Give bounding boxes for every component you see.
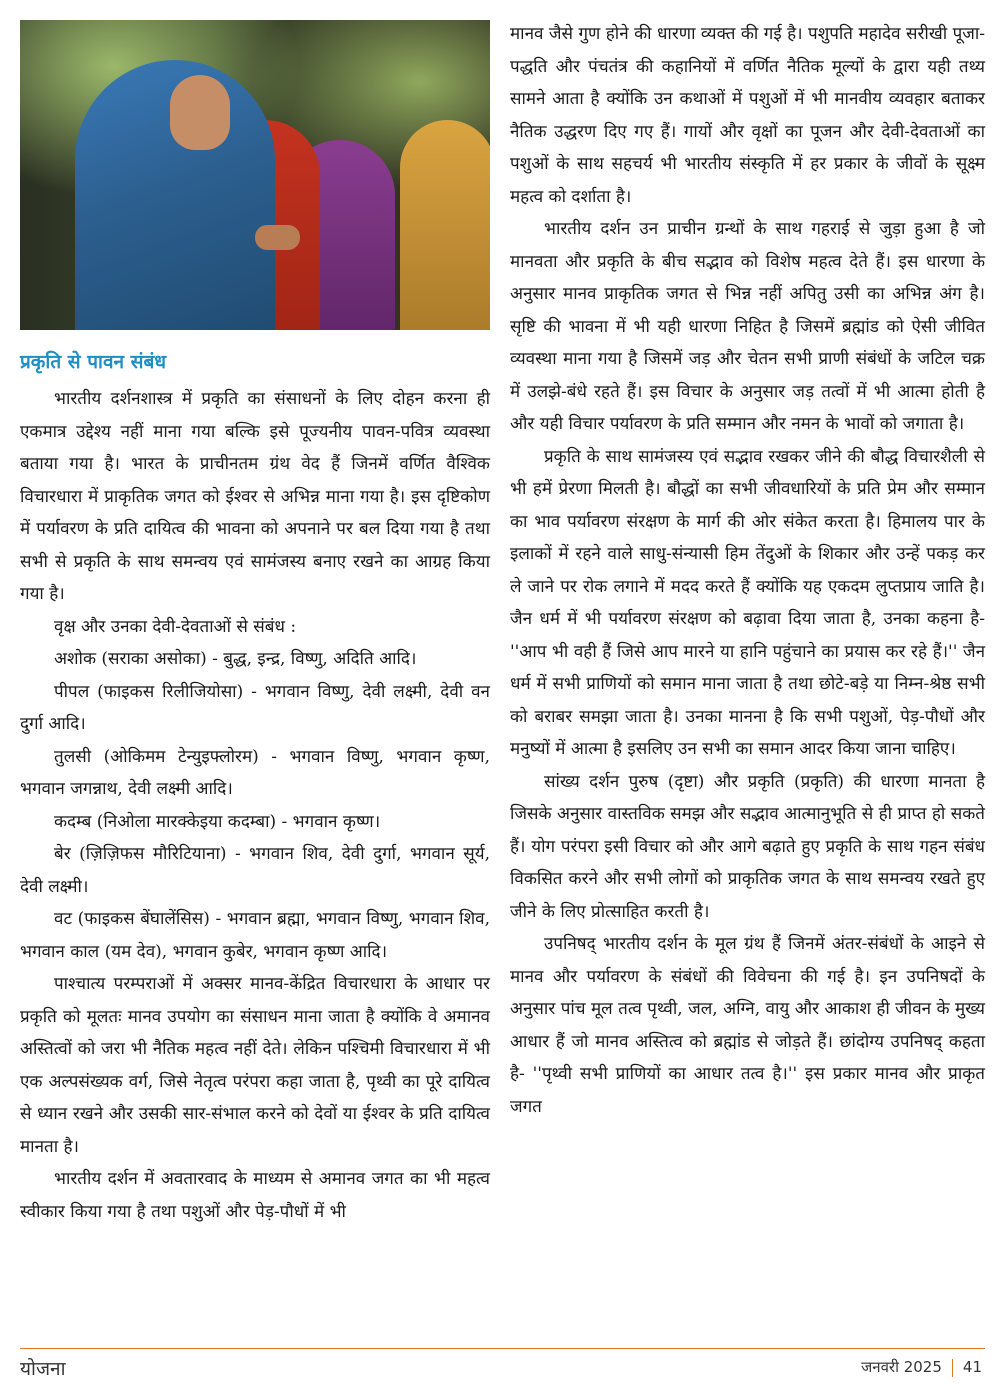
tree-item: तुलसी (ओकिमम टेन्युइफ्लोरम) - भगवान विष्णु, भगवान कृष्ण, भगवान जगन्नाथ, देवी लक्ष्मी आदि।: [20, 746, 490, 799]
photo-figure-yellow: [400, 120, 490, 330]
photo-hands: [255, 225, 300, 250]
trees-intro: वृक्ष और उनका देवी-देवताओं से संबंध :: [54, 616, 297, 637]
paragraph: पाश्चात्य परम्पराओं में अक्सर मानव-केंद्रित विचारधारा के आधार पर प्रकृति को मूलतः मानव उपयोग का संसाधन माना जाता है क्योंकि वे अमानव अस्तित्वों को जरा भी नैतिक महत्व नहीं देते। लेकिन पश्चिमी विचारधारा में भी एक अल्पसंख्यक वर्ग, जिसे नेतृत्व परंपरा कहा जाता है, पृथ्वी का पूरे दायित्व से ध्यान रखने और उसकी सार-संभाल करने को देवों या ईश्वर के प्रति दायित्व मानता है।: [20, 974, 490, 1157]
footer-separator: [952, 1359, 953, 1377]
paragraph: भारतीय दर्शन में अवतारवाद के माध्यम से अमानव जगत का भी महत्व स्वीकार किया गया है तथा पशुओं और पेड़-पौधों में भी: [20, 1169, 490, 1222]
paragraph: सांख्य दर्शन पुरुष (दृष्टा) और प्रकृति (प्रकृति) की धारणा मानता है जिसके अनुसार वास्तविक समझ और सद्भाव आत्मानुभूति से ही प्राप्त हो सकते हैं। योग परंपरा इसी विचार को और आगे बढ़ाते हुए प्रकृति के साथ गहन संबंध विकसित करने और सभी लोगों को प्राकृतिक जगत के साथ समन्वय रखते हुए जीने के लिए प्रोत्साहित करती है।: [510, 771, 985, 922]
magazine-name: योजना: [20, 1358, 66, 1380]
paragraph: प्रकृति के साथ सामंजस्य एवं सद्भाव रखकर जीने की बौद्ध विचारशैली से भी हमें प्रेरणा मिलती है। बौद्धों का सभी जीवधारियों के प्रति प्रेम और सम्मान का भाव पर्यावरण संरक्षण के मार्ग की ओर संकेत करता है। हिमालय पार के इलाकों में रहने वाले साधु-संन्यासी हिम तेंदुओं के शिकार और उन्हें पकड़ कर ले जाने पर रोक लगाने में मदद करते हैं क्योंकि यह एकदम लुप्तप्राय जाति है। जैन धर्म में भी पर्यावरण संरक्षण को बढ़ावा दिया जाता है, उनका कहना है- ''आप भी वही हैं जिसे आप मारने या हानि पहुंचाने का प्रयास कर रहे हैं।'' जैन धर्म में सभी प्राणियों को समान माना जाता है तथा छोटे-बड़े या निम्न-श्रेष्ठ सभी को बराबर समझा जाता है। उनका मानना है कि सभी पशुओं, पेड़-पौधों और मनुष्यों में आत्मा है इसलिए उन सभी का समान आदर किया जाना चाहिए।: [510, 446, 985, 759]
page-number: 41: [962, 1358, 982, 1376]
footer-meta: [861, 1357, 982, 1377]
tree-item: अशोक (सराका असोका) - बुद्ध, इन्द्र, विष्णु, अदिति आदि।: [54, 649, 417, 669]
left-column: [20, 345, 490, 1228]
issue-date: जनवरी 2025: [861, 1358, 942, 1376]
tree-item: कदम्ब (निओला मारक्केइया कदम्बा) - भगवान कृष्ण।: [54, 811, 381, 832]
tree-item: वट (फाइकस बेंघालेंसिस) - भगवान ब्रह्मा, भगवान विष्णु, भगवान शिव, भगवान काल (यम देव), भगवान कुबेर, भगवान कृष्ण आदि।: [20, 909, 490, 962]
right-column: [510, 18, 985, 1123]
paragraph: उपनिषद् भारतीय दर्शन के मूल ग्रंथ हैं जिनमें अंतर-संबंधों के आइने से मानव और पर्यावरण के संबंधों की विवेचना की गई है। इन उपनिषदों के अनुसार पांच मूल तत्व पृथ्वी, जल, अग्नि, वायु और आकाश ही जीवन के मुख्य आधार हैं जो मानव अस्तित्व को ब्रह्मांड से जोड़ते हैं। छांदोग्य उपनिषद् कहता है- ''पृथ्वी सभी प्राणियों का आधार तत्व है।'' इस प्रकार मानव और प्राकृत जगत: [510, 934, 985, 1117]
photo-face: [170, 75, 230, 150]
section-heading: प्रकृति से पावन संबंध: [20, 351, 167, 373]
tree-item: बेर (ज़िज़िफस मौरिटियाना) - भगवान शिव, देवी दुर्गा, भगवान सूर्य, देवी लक्ष्मी।: [20, 844, 490, 897]
paragraph: मानव जैसे गुण होने की धारणा व्यक्त की गई है। पशुपति महादेव सरीखी पूजा-पद्धति और पंचतंत्र की कहानियों में वर्णित नैतिक मूल्यों के द्वारा यही तथ्य सामने आता है क्योंकि उन कथाओं में पशुओं में भी मानवीय व्यवहार बताकर नैतिक उद्धरण दिए गए हैं। गायों और वृक्षों का पूजन और देवी-देवताओं का पशुओं के साथ सहचर्य भी भारतीय संस्कृति में हर प्रकार के जीवों के सूक्ष्म महत्व को दर्शाता है।: [510, 24, 985, 207]
worship-photo: [20, 20, 490, 330]
tree-item: पीपल (फाइकस रिलीजियोसा) - भगवान विष्णु, देवी लक्ष्मी, देवी वन दुर्गा आदि।: [20, 681, 490, 734]
paragraph: भारतीय दर्शनशास्त्र में प्रकृति का संसाधनों के लिए दोहन करना ही एकमात्र उद्देश्य नहीं माना गया बल्कि इसे पूज्यनीय पावन-पवित्र व्यवस्था बताया गया है। भारत के प्राचीनतम ग्रंथ वेद हैं जिनमें वर्णित वैश्विक विचारधारा में प्राकृतिक जगत को ईश्वर से अभिन्न माना गया है। इस दृष्टिकोण में पर्यावरण के प्रति दायित्व की भावना को अपनाने पर बल दिया गया है तथा सभी से प्रकृति के साथ समन्वय एवं सामंजस्य बनाए रखने का आग्रह किया गया है।: [20, 389, 490, 604]
paragraph: भारतीय दर्शन उन प्राचीन ग्रन्थों के साथ गहराई से जुड़ा हुआ है जो मानवता और प्रकृति के बीच सद्भाव को विशेष महत्व देते हैं। इस धारणा के अनुसार मानव प्राकृतिक जगत से भिन्न नहीं अपितु उसी का अभिन्न अंग है। सृष्टि की भावना में भी यही धारणा निहित है जिसमें ब्रह्मांड को ऐसी जीवित व्यवस्था माना गया है जिसमें जड़ और चेतन सभी प्राणी संबंधों के जटिल चक्र में उलझे-बंधे रहते हैं। इस विचार के अनुसार जड़ तत्वों में भी आत्मा होती है और यही विचार पर्यावरण के प्रति सम्मान और नमन के भावों को जगाता है।: [510, 219, 985, 434]
footer-divider: [20, 1348, 985, 1349]
